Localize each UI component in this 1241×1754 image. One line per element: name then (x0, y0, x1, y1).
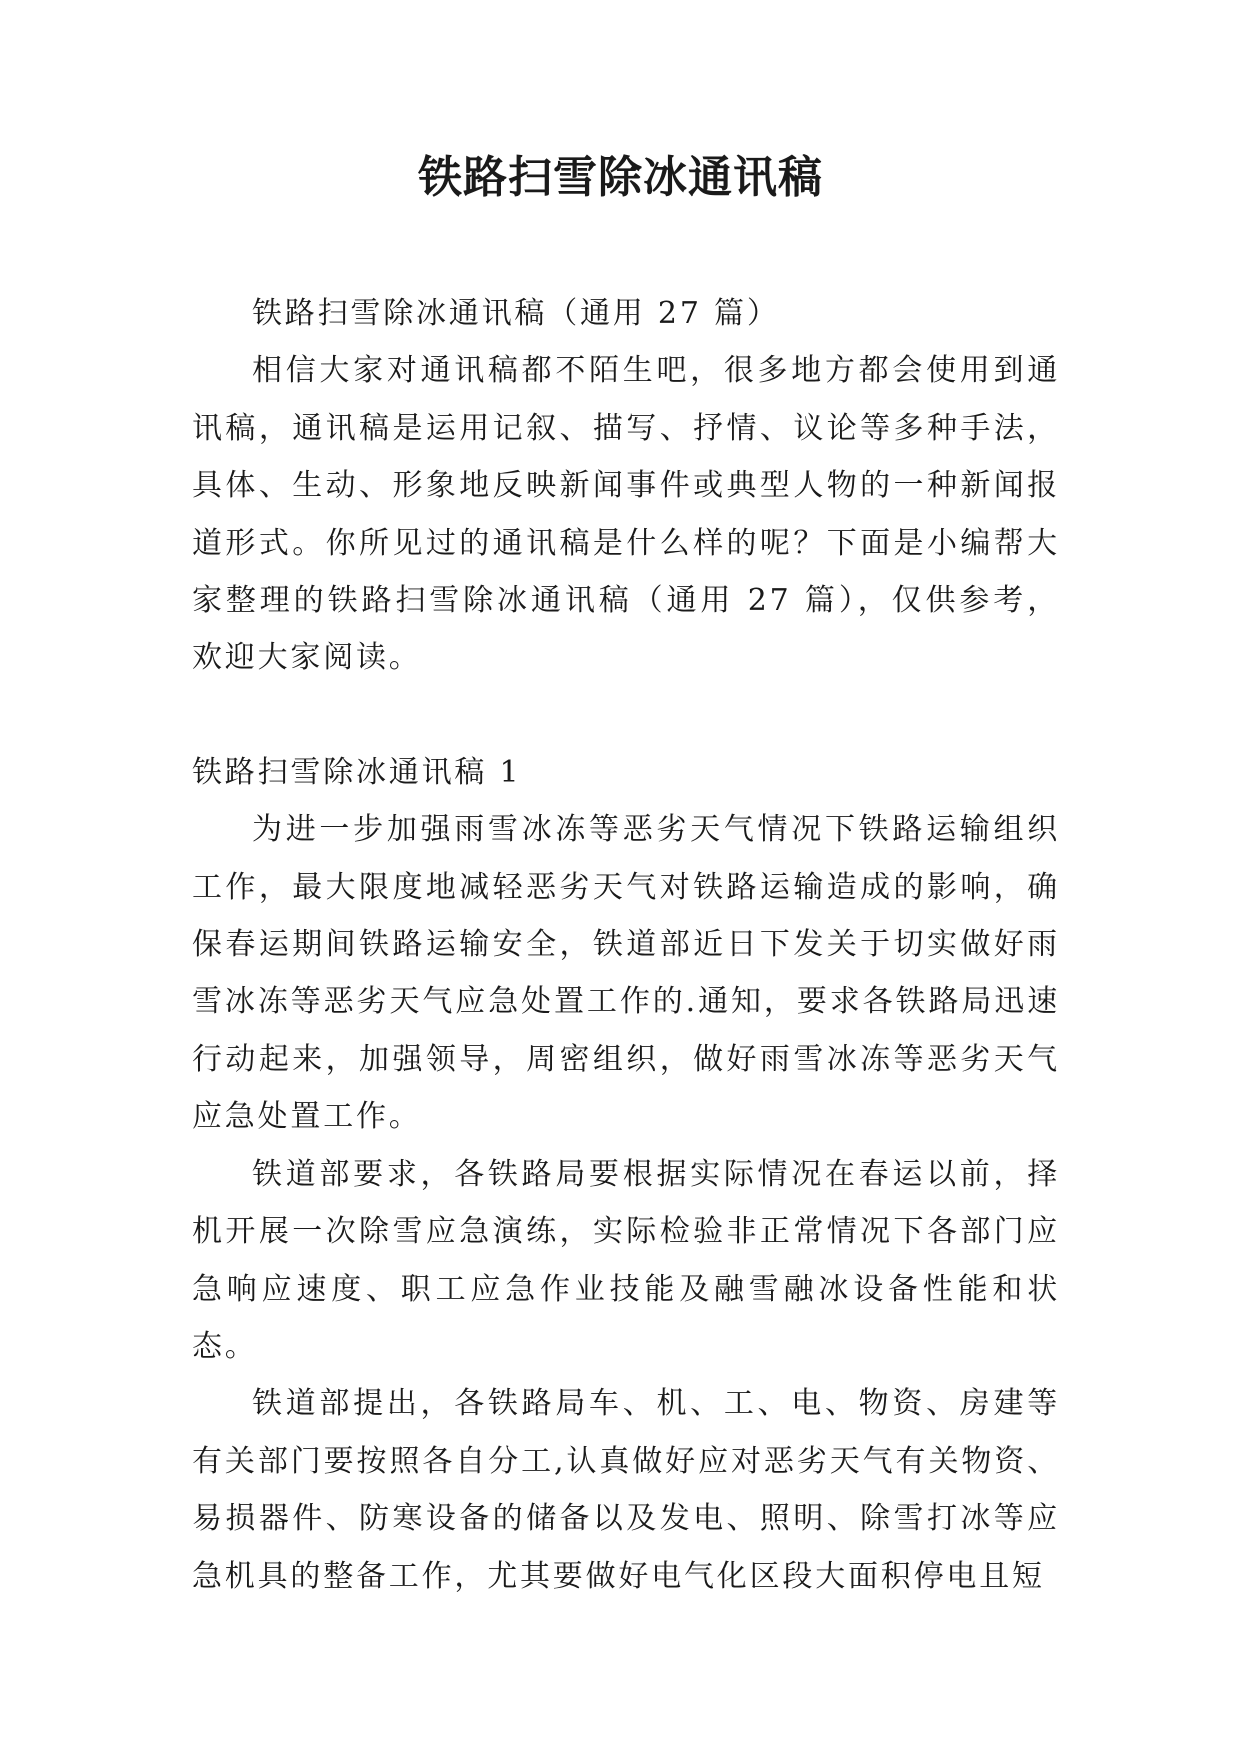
section-spacer (192, 687, 1060, 744)
document-subtitle: 铁路扫雪除冰通讯稿（通用 27 篇） (252, 296, 780, 331)
section1-paragraph-1: 为进一步加强雨雪冰冻等恶劣天气情况下铁路运输组织工作，最大限度地减轻恶劣天气对铁路运输造成的影响，确保春运期间铁路运输安全，铁道部近日下发关于切实做好雨雪冰冻等恶劣天气应急处置工作的.通知，要求各铁路局迅速行动起来，加强领导，周密组织，做好雨雪冰冻等恶劣天气应急处置工作。 (192, 812, 1060, 1135)
section1-paragraph-2: 铁道部要求，各铁路局要根据实际情况在春运以前，择机开展一次除雪应急演练，实际检验非正常情况下各部门应急响应速度、职工应急作业技能及融雪融冰设备性能和状态。 (192, 1156, 1060, 1364)
section-heading-1: 铁路扫雪除冰通讯稿 1 (192, 754, 522, 790)
document-title: 铁路扫雪除冰通讯稿 (418, 152, 823, 203)
section1-paragraph-3: 铁道部提出，各铁路局车、机、工、电、物资、房建等有关部门要按照各自分工,认真做好应对恶劣天气有关物资、易损器件、防寒设备的储备以及发电、照明、除雪打冰等应急机具的整备工作，尤其要做好电气化区段大面积停电且短 (192, 1386, 1060, 1594)
intro-paragraph: 相信大家对通讯稿都不陌生吧，很多地方都会使用到通讯稿，通讯稿是运用记叙、描写、抒情、议论等多种手法，具体、生动、形象地反映新闻事件或典型人物的一种新闻报道形式。你所见过的通讯稿是什么样的呢？下面是小编帮大家整理的铁路扫雪除冰通讯稿（通用 27 篇），仅供参考，欢迎大家阅读。 (192, 353, 1060, 676)
document-body (192, 285, 1060, 1605)
